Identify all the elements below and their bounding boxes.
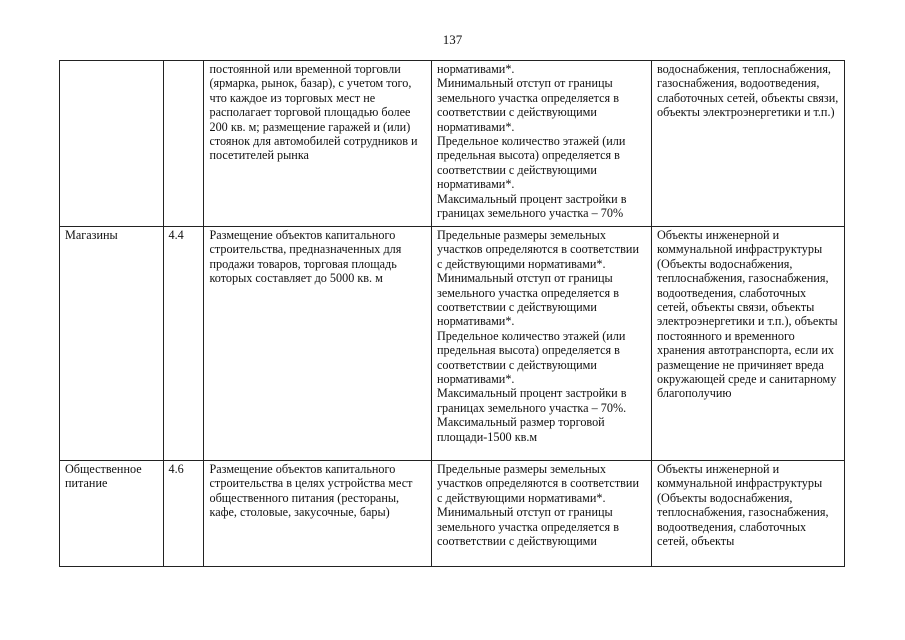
parameter-line: нормативами*.	[437, 62, 515, 76]
use-name-cell: Магазины	[60, 227, 164, 461]
parameter-line: Максимальный размер торговой площади-1500 кв.м	[437, 415, 605, 444]
use-code-cell	[163, 61, 204, 227]
auxiliary-uses-cell: Объекты инженерной и коммунальной инфраструктуры (Объекты водоснабжения, теплоснабжения, газоснабжения, водоотведения, слаботочных сетей, объекты	[651, 461, 844, 567]
use-name-cell: Общественное питание	[60, 461, 164, 567]
parameter-line: Предельное количество этажей (или предельная высота) определяется в соответствии с действующими нормативами*.	[437, 134, 626, 192]
parameters-cell	[432, 227, 652, 461]
auxiliary-uses-cell: Объекты инженерной и коммунальной инфраструктуры (Объекты водоснабжения, теплоснабжения, газоснабжения, водоотведения, слаботочных сетей, объекты связи, объекты электроэнергетики и т.п.), объекты постоянного и временного хранения автотранспорта, если их размещение не причиняет вреда окружающей среде и санитарному благополучию	[651, 227, 844, 461]
parameter-line: Минимальный отступ от границы земельного участка определяется в соответствии с действующими нормативами*.	[437, 76, 619, 134]
table-row	[60, 61, 845, 227]
use-description-cell: Размещение объектов капитального строительства, предназначенных для продажи товаров, торговая площадь которых составляет до 5000 кв. м	[204, 227, 432, 461]
use-description-cell: постоянной или временной торговли (ярмарка, рынок, базар), с учетом того, что каждое из торговых мест не располагает торговой площадью более 200 кв. м; размещение гаражей и (или) стоянок для автомобилей сотрудников и посетителей рынка	[204, 61, 432, 227]
page-number: 137	[442, 32, 463, 47]
parameters-cell	[432, 461, 652, 567]
use-name-cell	[60, 61, 164, 227]
parameter-line: Предельное количество этажей (или предельная высота) определяется в соответствии с действующими нормативами*.	[437, 328, 626, 387]
parameter-line: Предельные размеры земельных участков определяются в соответствии с действующими нормативами*.	[437, 462, 639, 505]
use-code-cell: 4.6	[163, 461, 204, 567]
use-code-cell: 4.4	[163, 227, 204, 461]
parameter-line: Предельные размеры земельных участков определяются в соответствии с действующими нормативами*.	[437, 228, 639, 271]
auxiliary-uses-cell: водоснабжения, теплоснабжения, газоснабжения, водоотведения, слаботочных сетей, объекты связи, объекты электроэнергетики и т.п.)	[651, 61, 844, 227]
parameter-line: Минимальный отступ от границы земельного участка определяется в соответствии с действующими нормативами*.	[437, 271, 619, 329]
parameter-line: Минимальный отступ от границы земельного участка определяется в соответствии с действующими	[437, 505, 619, 549]
use-description-cell: Размещение объектов капитального строительства в целях устройства мест общественного питания (рестораны, кафе, столовые, закусочные, бары)	[204, 461, 432, 567]
table-row	[60, 227, 845, 461]
table-row	[60, 461, 845, 567]
parameters-cell	[432, 61, 652, 227]
parameter-line: Максимальный процент застройки в границах земельного участка – 70%.	[437, 386, 627, 415]
parameter-line: Максимальный процент застройки в границах земельного участка – 70%	[437, 191, 627, 221]
land-use-table	[59, 60, 845, 567]
